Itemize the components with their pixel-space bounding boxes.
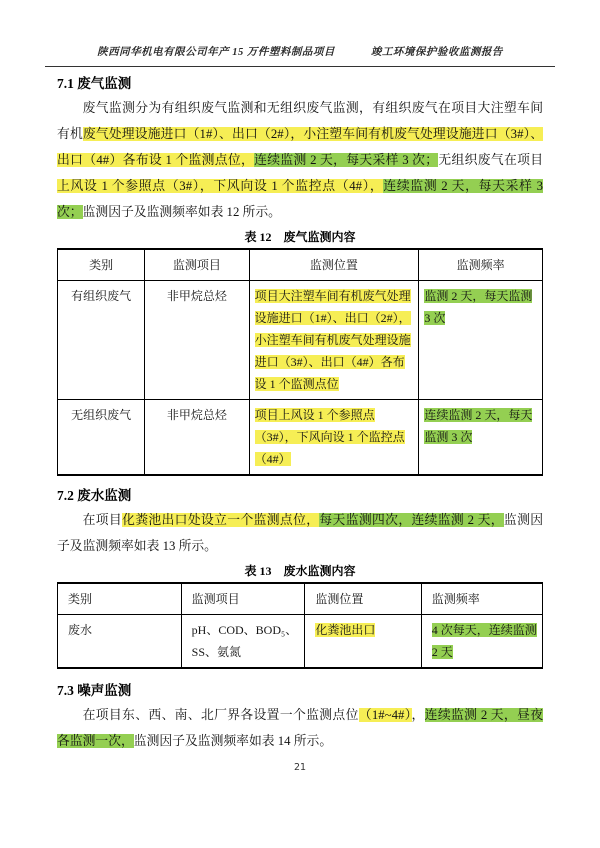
table-row xyxy=(58,281,543,400)
text-segment: 监测因子及监测频率如表 13 所示。 xyxy=(57,513,544,553)
cell-category: 有组织废气 xyxy=(58,281,145,400)
table-waste-gas-monitoring xyxy=(57,248,543,476)
text-segment: 监测因子及监测频率如表 14 所示。 xyxy=(133,734,333,748)
highlighted-text: 每天监测四次，连续监测 2 天， xyxy=(319,513,504,527)
cell-category: 废水 xyxy=(58,615,182,669)
highlighted-text: 项目大注塑车间有机废气处理设施进口（1#）、出口（2#），小注塑车间有机废气处理设施进口（3#）、出口（4#）各布设 1 个监测点位 xyxy=(254,289,411,391)
highlighted-text: 连续监测 2 天，每天监测 3 次 xyxy=(424,408,533,444)
cell-location xyxy=(249,281,419,400)
table-header-row xyxy=(58,249,543,281)
col-header-category: 类别 xyxy=(58,249,145,281)
cell-location xyxy=(305,615,421,669)
table-waste-water-monitoring xyxy=(57,582,543,669)
section-heading-waste-gas: 7.1 废气监测 xyxy=(57,76,132,91)
cell-frequency xyxy=(419,400,543,476)
highlighted-text: 连续监测 2 天，昼夜各监测一次， xyxy=(57,708,544,748)
cell-frequency xyxy=(419,281,543,400)
table12-caption: 表 12 废气监测内容 xyxy=(244,230,356,244)
table-header-row xyxy=(58,583,543,615)
header-project-title: 陕西同华机电有限公司年产 15 万件塑料制品项目 xyxy=(97,47,335,58)
text-segment: 在项目东、西、南、北厂界各设置一个监测点位 xyxy=(82,708,359,722)
section-heading-waste-water: 7.2 废水监测 xyxy=(57,488,132,503)
col-header-frequency: 监测频率 xyxy=(421,583,542,615)
table-row xyxy=(58,400,543,476)
document-content xyxy=(0,76,600,754)
table13-caption: 表 13 废水监测内容 xyxy=(244,564,356,578)
waste-water-paragraph xyxy=(57,507,543,559)
col-header-frequency: 监测频率 xyxy=(419,249,543,281)
highlighted-text: 上风设 1 个参照点（3#），下风向设 1 个监控点（4#）， xyxy=(57,179,384,193)
highlighted-text: 化粪池出口 xyxy=(315,623,376,637)
highlighted-text: 监测 2 天，每天监测 3 次 xyxy=(424,289,533,325)
cell-item: 非甲烷总烃 xyxy=(145,400,249,476)
text-segment: 在项目 xyxy=(82,513,123,527)
col-header-location: 监测位置 xyxy=(305,583,421,615)
noise-paragraph xyxy=(57,702,543,754)
page-number: 21 xyxy=(293,762,307,773)
header-report-title: 竣工环境保护验收监测报告 xyxy=(370,47,503,58)
text-segment: 无组织废气在项目 xyxy=(438,153,544,167)
highlighted-text: 连续监测 2 天，每天采样 3 次； xyxy=(57,179,543,219)
waste-gas-paragraph xyxy=(57,95,543,225)
cell-item: 非甲烷总烃 xyxy=(145,281,249,400)
text-segment: ， xyxy=(411,708,425,722)
highlighted-text: 化粪池出口处设立一个监测点位， xyxy=(122,513,320,527)
col-header-item: 监测项目 xyxy=(145,249,249,281)
text-segment: 监测因子及监测频率如表 12 所示。 xyxy=(82,205,281,219)
header-divider xyxy=(45,66,555,67)
cell-location xyxy=(249,400,419,476)
highlighted-text: （1#~4#） xyxy=(358,708,412,722)
cell-frequency xyxy=(421,615,542,669)
highlighted-text: 4 次每天，连续监测 2 天 xyxy=(431,623,537,659)
col-header-item: 监测项目 xyxy=(181,583,305,615)
cell-category: 无组织废气 xyxy=(58,400,145,476)
highlighted-text: 废气处理设施进口（1#）、出口（2#），小注塑车间有机废气处理设施进口（3#）、出口（4#）各布设 1 个监测点位， xyxy=(57,127,543,167)
col-header-category: 类别 xyxy=(58,583,182,615)
highlighted-text: 连续监测 2 天，每天采样 3 次； xyxy=(254,153,439,167)
section-heading-noise: 7.3 噪声监测 xyxy=(57,683,132,698)
text-segment: 废气监测分为有组织废气监测和无组织废气监测，有组织废气在项目大注塑车间有机 xyxy=(57,101,543,141)
table-row xyxy=(58,615,543,669)
highlighted-text: 项目上风设 1 个参照点（3#），下风向设 1 个监控点（4#） xyxy=(254,408,405,466)
col-header-location: 监测位置 xyxy=(249,249,419,281)
page-header xyxy=(0,0,600,59)
cell-item: pH、COD、BOD₅、SS、氨氮 xyxy=(181,615,305,669)
